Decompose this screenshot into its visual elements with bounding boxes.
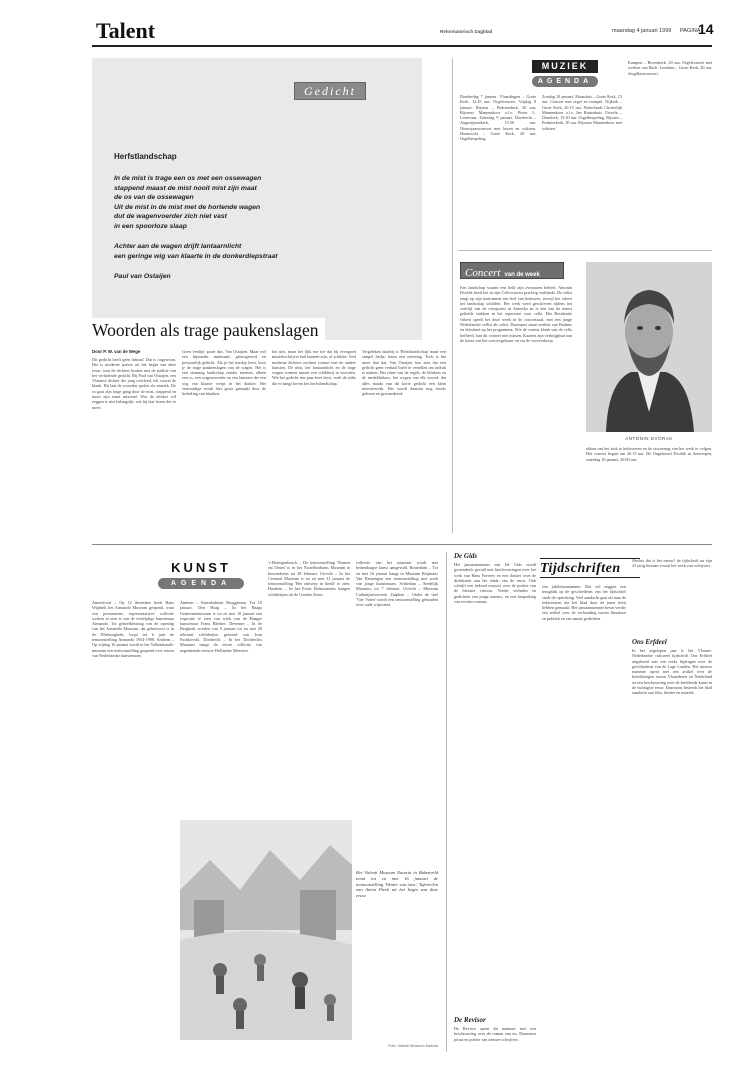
- concert-body: [460, 285, 572, 537]
- tijdschriften-heading: [540, 558, 640, 578]
- section-rule: [458, 250, 712, 251]
- poem-line: een geringe wig van klaarte in de donkerdiepstraat: [114, 252, 278, 260]
- kunst-heading: KUNST: [171, 560, 231, 575]
- winter-illustration: [180, 820, 352, 1040]
- muziek-column: [542, 94, 622, 244]
- tijdschriften-intro: [632, 558, 712, 598]
- ons-erfdeel-heading: Ons Erfdeel: [632, 638, 667, 646]
- gids-text: Het januarinummer van De Gids wordt grotendeels gevuld met beschouwingen over het werk van Hans Faverey en een dossier over de dichtkunst aan het einde van de eeuw. Ook schrijft een bekend essayist over de positie van de literaire criticus. Verder verhalen en gedichten van jonge auteurs, en een bespreking van recente romans.: [454, 562, 536, 605]
- kunst-text: Amersfoort – Op 12 december heeft Hans Wijnbelt het Armando Museum geopend, waar een permanente, representatieve collectie werken te zien is van de veelzijdige kunstenaar Armando. Tot geheelkleuring van de opening van het Armando Museum, dat gehuisvest is in de Elleboogkerk, loopt tot 6 juni de tentoonstelling Armando 1954-1998. Arnhem – Op vrijdag 16 januari wordt in het Volkenkunde-museum een tentoonstelling geopend over reizen van Nederlandse kunstenaars.: [92, 600, 174, 658]
- portrait-caption: ANTONIN DVORAK: [625, 436, 673, 441]
- concert-subheading: van de week: [504, 272, 540, 278]
- page-label: PAGINA: [680, 28, 701, 34]
- article-text: Vergeleken daarbij is 'Herfstlandschap' maar een simpel liedje, haast een oefening. Toch is het meer dan dat. Van Ostaijen laat zien dat een gedicht geen verhaal hoeft te vertellen om indruk te maken. Het ritme van de regels, de klinkers en de medeklinkers, het wegen van elk woord: dat alles maakt van dit korte gedicht een klein meesterwerk. Het wordt daarom nog steeds gelezen en gewaardeerd.: [362, 349, 446, 397]
- page-number: 14: [698, 21, 714, 37]
- poem-line: In de mist is trage een os met een ossewagen: [114, 175, 262, 182]
- kunst-column: [180, 600, 262, 810]
- muziek-text: Kampen – Bovenkerk, 20 uur. Orgelconcert met werken van Bach. Leerdam – Grote Kerk, 20 uur. Jeugdkoorconcert.: [628, 60, 712, 76]
- ons-erfdeel-body: [632, 648, 712, 1048]
- paper-name: Reformatorisch Dagblad: [440, 29, 493, 34]
- kunst-column: [92, 600, 174, 1040]
- concert-aside-text: aldaar om het stuk te beluisteren en de uitvoering van het werk te volgen. Het concert begint om 20.15 uur. De Ongehoord Dvořák in Antwerpen, zaterdag 16 januari, 20.00 uur.: [586, 446, 712, 462]
- article-column: [362, 349, 446, 520]
- kunst-column: [268, 560, 350, 810]
- poem-tab: [294, 82, 366, 100]
- article-column: [182, 349, 266, 520]
- tijdschriften-column: [542, 584, 626, 1044]
- poem-line: Achter aan de wagen drijft lantaarnlicht: [114, 243, 242, 250]
- muziek-agenda: AGENDA: [532, 76, 598, 87]
- poem-title: Herfstlandschap: [114, 152, 177, 161]
- column-divider: [452, 58, 453, 533]
- concert-text: Een landschap waarin een held zijn avonturen beleeft. Antonín Dvořák heeft het in zijn Celloconcert prachtig verklankt. De solist zingt op zijn instrument een lied van heimwee, terwijl het orkest het landschap schildert. Het werk werd geschreven tijdens het verblijf van de componist in Amerika en is een van de meest geliefde stukken in het repertoire voor cello. Het Residentie Orkest speelt het deze week in de concertzaal, met een jonge Nederlandse cellist als solist. Daarnaast staan werken van Brahms en Schubert op het programma. Wie de warme klank van de cello liefheeft, kan dit concert niet missen. Kaarten zijn verkrijgbaar aan de kassa van het concertgebouw en via de voorverkoop.: [460, 285, 572, 343]
- revisor-text: De Revisor opent dit nummer met een beschouwing over de roman van nu. Daarnaast proza en poëzie van nieuwe schrijvers.: [454, 1026, 536, 1042]
- muziek-text: Zondag 10 januari. Maassluis – Grote Kerk, 15 uur. Concert met orgel en trompet. Nijkerk – Grote Kerk, 20.15 uur. Nederlands Christelijk Mannenkoor o.l.v. Jan Buitenhuis. Utrecht – Domkerk, 15.30 uur. Orgelbespeling. Rijssen – Pinksterkerk, 20 uur. Rijssens Mannenkoor met solisten.: [542, 94, 622, 131]
- header-bar: [92, 18, 712, 42]
- article-column: [92, 357, 176, 520]
- portrait-drawing: [586, 262, 712, 432]
- concert-aside: [586, 446, 712, 526]
- article-column: [272, 349, 356, 520]
- dvorak-portrait: [586, 262, 712, 432]
- poem-stanza-2: [114, 242, 278, 261]
- header-rule: [92, 45, 712, 47]
- poem-line: Uit de mist in de mist met de hortende wagen: [114, 203, 261, 211]
- article-text: Dit gedicht heeft geen inhoud. Dat is ongewoon. Het is moderne poëzie uit het begin van deze eeuw, toen de dichters braken met de traditie van het verhalende gedicht. Bij Paul van Ostaijen, een Vlaamse dichter die jong overleed, telt vooral de klank. Hij laat de woorden spelen als muziek. De os gaat zijn trage gang door de mist, stappend en nooit zijn maat missend. Wat de dichter wil zeggen is niet belangrijk; wat hij laat horen des te meer.: [92, 357, 176, 410]
- illustration-caption: [356, 870, 438, 1020]
- tijdschriften-title: Tijdschriften: [540, 561, 621, 576]
- article-headline: Woorden als trage paukenslagen: [92, 318, 325, 343]
- illustration-drawing: [180, 820, 352, 1040]
- poem-stanza-1: [114, 174, 261, 232]
- page-divider: [92, 544, 712, 545]
- concert-heading: Concert: [465, 267, 501, 279]
- poem-line: stappend maast de mist nooit mist zijn maat: [114, 184, 257, 192]
- kunst-text: Amhem – Kunstkabinet Bruggeman. Tot 10 januari. Den Haag – In het Haags Gemeentemuseum is tot en met 10 januari een expositie te zien van werk van de Haagse kunstenaar Frans Bleeker. Deventer – In de Bergkerk worden van 9 januari tot en met 28 februari schilderijen getoond van Ivan Pachkovski. Dordrecht – In het Dordrechts Museum hangt de eerste collectie van negentiende-eeuwse Hollandse Meesters.: [180, 600, 262, 653]
- kunst-agenda: AGENDA: [158, 578, 244, 589]
- article-text: het niet, maar het lijkt me toe dat hij evengoed muziekschrijver had kunnen zijn, of schilder. Veel moderne dichters zochten contact met de andere kunsten. De mist, het lantaarnlicht en de trage wagen vormen samen een schilderij in woorden. Wie het gedicht een paar keer leest, voelt de stilte die er hangt boven het herfstlandschap.: [272, 349, 356, 386]
- column-divider: [446, 552, 447, 1052]
- gids-body: [454, 562, 536, 1002]
- section-title: Talent: [96, 18, 156, 43]
- muziek-heading: MUZIEK: [532, 60, 598, 73]
- concert-banner: [460, 262, 564, 279]
- muziek-column: [628, 60, 712, 160]
- revisor-heading: De Revisor: [454, 1016, 486, 1024]
- poem-line: dut de wagenvoerder zich niet vast: [114, 213, 227, 221]
- article-text: Geen 'eenlijn' poort dus. Van Ostaijen. Maar wel een bijzonder minimaal, geheugenvol en persoonlijk gedicht. Als je het hardop leest, hoor je de trage paukenslagen van de wagen. Het is een stemmig landschap zonder mensen, alleen een os, een wagenvoerder en een lantaarn die een wig van klaarte werpt in het donker. Het eenvoudige wordt hier groot gemaakt door de herhaling van klanken.: [182, 349, 266, 397]
- revisor-body: [454, 1026, 536, 1054]
- kunst-column: [356, 560, 438, 860]
- kunst-text: 's-Hertogenbosch – De tentoonstelling 'Nomen est Omen' is in het Noordbrabants Museum te bewonderen tot 28 februari. Utrecht – In het Centraal Museum is tot en met 31 januari de tentoonstelling 'Het ontwerp in beeld' te zien. Haarlem – In het Frans Halsmuseum hangen schilderijen uit de Gouden Eeuw.: [268, 560, 350, 597]
- gids-heading: De Gids: [454, 552, 478, 560]
- tijdschriften-text: een jubileumnummer. Dat wil zeggen een terugblik op de geschiedenis van het tijdschrift sinds de oprichting. Veel aandacht gaat uit naar de redacteuren die het blad door de jaren heen hebben gemaakt. Het januarinummer bevat verder een artikel over de verhouding tussen literatuur en politiek en een aantal gedichten.: [542, 584, 626, 621]
- kunst-text: collectie van het museum wordt met hedendaagse kunst aangevuld. Rotterdam – Tot en met 16 januari hangt in Museum Boijmans Van Beuningen een tentoonstelling met werk van jonge kunstenaars. Schiedam – Stedelijk Museum, tot 7 februari. Utrecht – Museum Catharijneconvent. Zutphen – Onder de titel 'Vier Vaten' wordt een tentoonstelling gehouden over oude wijnvaten.: [356, 560, 438, 608]
- illustration-credit: Foto: Valenti Museum Naturia: [388, 1044, 438, 1048]
- poem-line: de os van de ossewagen: [114, 194, 194, 202]
- muziek-text: Donderdag 7 januari. Vlaardingen – Grote Kerk, 12.45 uur. Orgelconcert. Vrijdag 8 januari. Rijssen – Pinksterkerk, 20 uur, Rijssens Mannenkoor o.l.v. Pieter L. Leentvaar. Zaterdag 9 januari. Dordrecht – Augustijnenkerk, 19.30 uur. Nieuwjaarsconcert met koren en solisten. Haastrecht – Grote Kerk, 20 uur. Orgelbespeling.: [460, 94, 536, 142]
- poem-tab-label: Gedicht: [304, 84, 356, 98]
- poem-author: Paul van Ostaijen: [114, 273, 171, 280]
- caption-text: Het Valenti Museum Naturia in Bakenveld toont tot en met 16 januari de tentoonstelling 'Winter van toen'. Tafereelen van Anton Pieck uit het begin van deze eeuw.: [356, 870, 438, 899]
- tijdschriften-intro-text: Slechts dat is het nieuw! de tijdschrift na zijn 25 jarig bestaan vooral het werk van schrijvers.: [632, 558, 712, 569]
- ons-erfdeel-text: In het afgelopen jaar is het Vlaams-Nederlandse cultureel tijdschrift Ons Erfdeel uitgebreid met een reeks bijdragen over de geschiedenis van de Lage Landen. Het nieuwe nummer opent met een artikel over de betrekkingen tussen Vlaanderen en Nederland en een beschouwing over de beeldende kunst in de twintigste eeuw. Daarnaast besteedt het blad aandacht aan film, theater en muziek.: [632, 648, 712, 696]
- poem-line: in een spoorloze slaap: [114, 222, 187, 230]
- muziek-column: [460, 94, 536, 244]
- issue-date: maandag 4 januari 1999: [612, 28, 672, 34]
- article-byline: Door P. W. van de Wege: [92, 349, 141, 354]
